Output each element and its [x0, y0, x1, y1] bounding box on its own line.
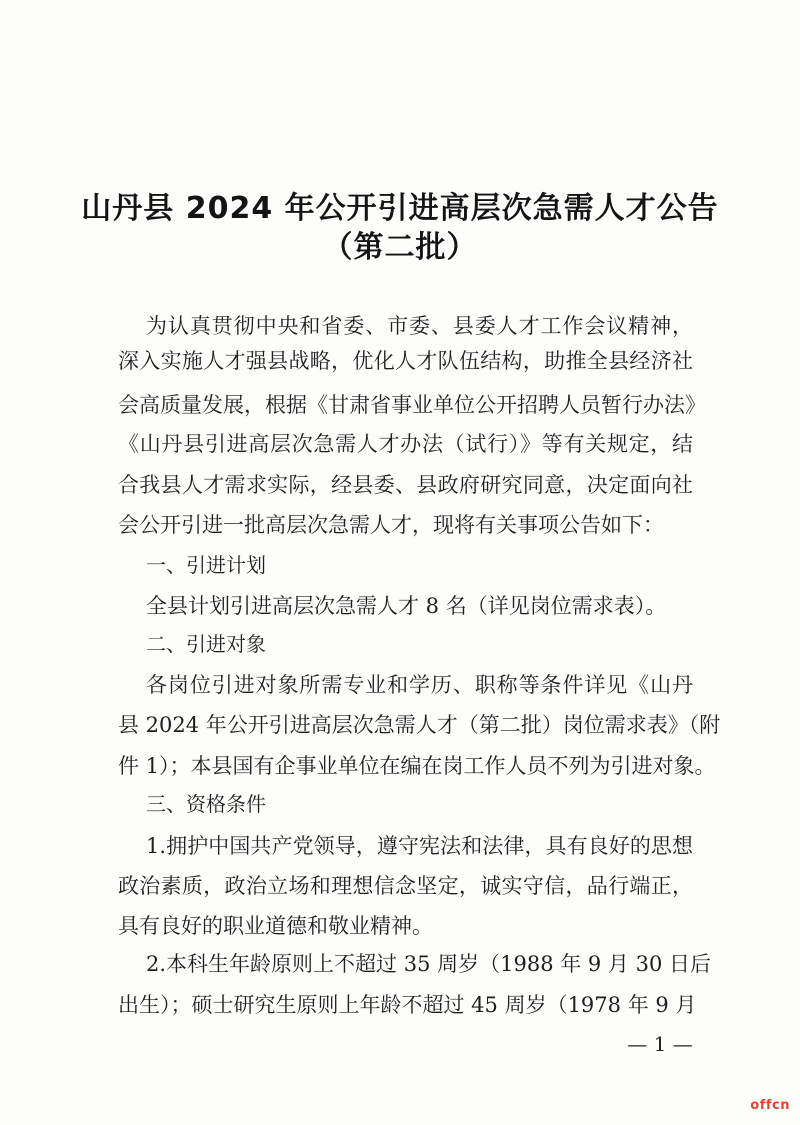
document-subtitle: （第二批）	[322, 230, 478, 265]
intro-line: 《山丹县引进高层次急需人才办法（试行）》等有关规定，结	[118, 432, 693, 456]
body-line: 县 2024 年公开引进高层次急需人才（第二批）岗位需求表》（附	[118, 713, 721, 737]
watermark-logo: offcn	[750, 1098, 790, 1113]
body-line: 政治素质，政治立场和理想信念坚定，诚实守信，品行端正，	[118, 874, 693, 898]
intro-line: 深入实施人才强县战略，优化人才队伍结构，助推全县经济社	[118, 349, 693, 373]
body-line: 2.本科生年龄原则上不超过 35 周岁（1988 年 9 月 30 日后	[146, 952, 712, 976]
intro-line: 会公开引进一批高层次急需人才，现将有关事项公告如下：	[118, 513, 664, 537]
body-line: 件 1）；本县国有企事业单位在编在岗工作人员不列为引进对象。	[118, 754, 716, 778]
page-number: — 1 —	[627, 1032, 693, 1056]
intro-line: 合我县人才需求实际，经县委、县政府研究同意，决定面向社	[118, 473, 693, 497]
intro-line: 为认真贯彻中央和省委、市委、县委人才工作会议精神，	[146, 314, 693, 338]
section-heading: 二、引进对象	[146, 632, 266, 656]
body-line: 1.拥护中国共产党领导，遵守宪法和法律，具有良好的思想	[146, 834, 693, 858]
intro-line: 会高质量发展，根据《甘肃省事业单位公开招聘人员暂行办法》	[118, 393, 706, 417]
body-line: 各岗位引进对象所需专业和学历、职称等条件详见《山丹	[146, 673, 693, 697]
body-line: 全县计划引进高层次急需人才 8 名（详见岗位需求表）。	[146, 594, 667, 618]
body-line: 出生）；硕士研究生原则上年龄不超过 45 周岁（1978 年 9 月	[118, 993, 697, 1017]
section-heading: 一、引进计划	[146, 553, 266, 577]
body-line: 具有良好的职业道德和敬业精神。	[118, 914, 433, 938]
document-title: 山丹县 2024 年公开引进高层次急需人才公告	[81, 191, 719, 226]
section-heading: 三、资格条件	[146, 792, 266, 816]
